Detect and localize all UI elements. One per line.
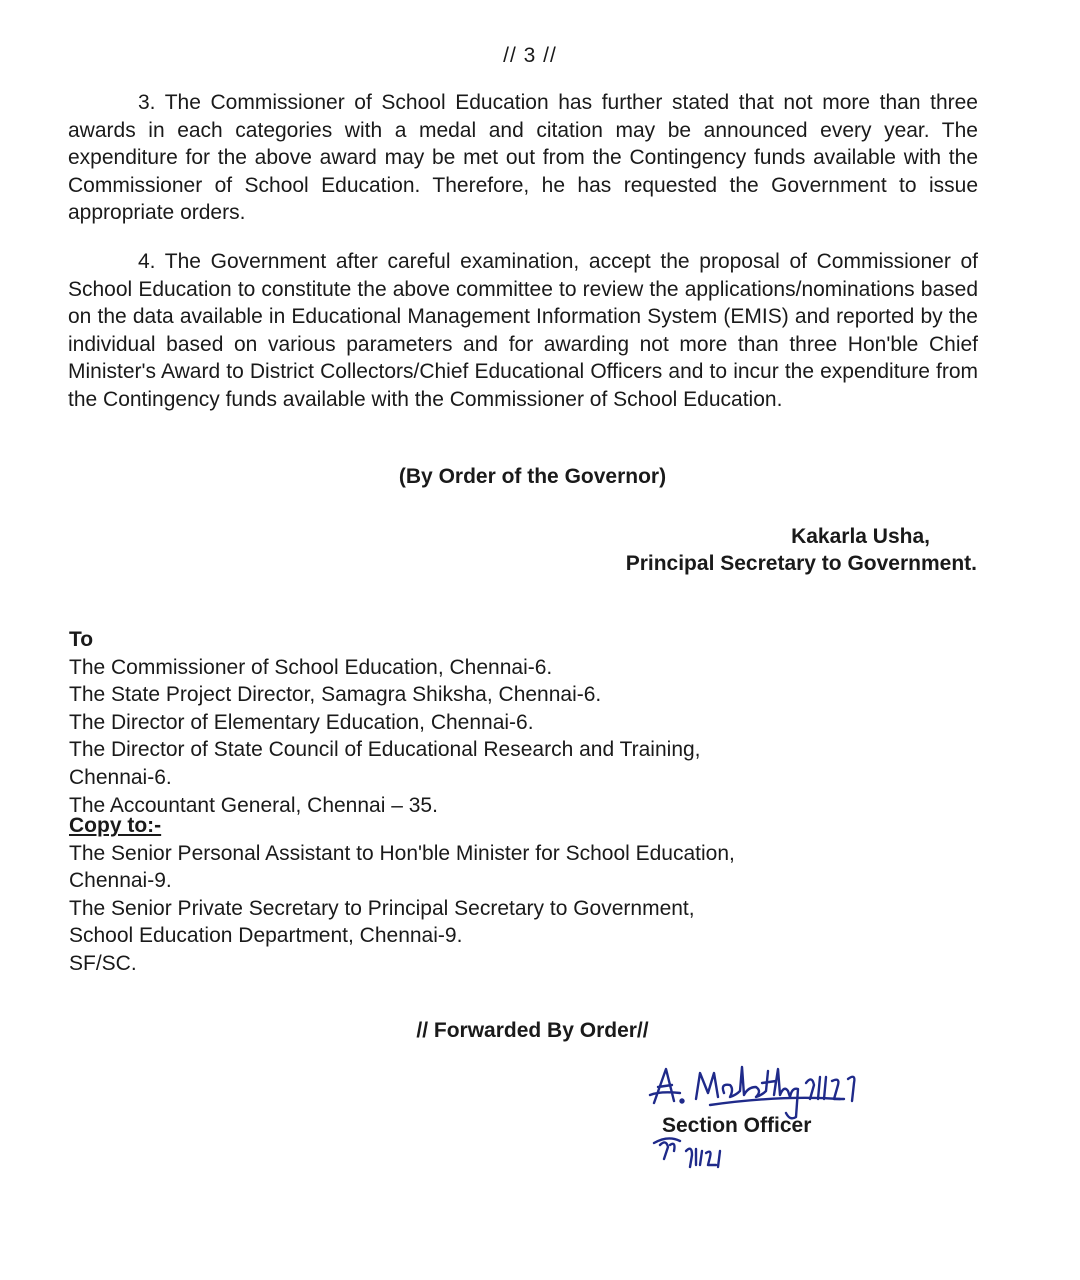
to-line: The Commissioner of School Education, Chennai-6. — [69, 655, 553, 679]
copy-to-block — [69, 812, 735, 978]
page-number: // 3 // — [503, 44, 557, 67]
copy-to-heading: Copy to:- — [69, 814, 162, 837]
to-line: The State Project Director, Samagra Shiksha, Chennai-6. — [69, 683, 602, 707]
forwarded-by-order: // Forwarded By Order// — [416, 1019, 649, 1042]
copy-to-line: The Senior Private Secretary to Principal Secretary to Government, — [69, 896, 695, 920]
copy-to-line: The Senior Personal Assistant to Hon'ble Minister for School Education, — [69, 841, 735, 865]
section-officer-title: Section Officer — [662, 1114, 812, 1137]
to-heading: To — [69, 628, 94, 651]
to-line: The Director of Elementary Education, Chennai-6. — [69, 710, 534, 734]
to-line: Chennai-6. — [69, 765, 172, 789]
by-order-line: (By Order of the Governor) — [398, 465, 667, 488]
copy-to-line: School Education Department, Chennai-9. — [69, 924, 463, 948]
signatory-title: Principal Secretary to Government. — [625, 552, 977, 575]
to-line: The Accountant General, Chennai – 35. — [69, 793, 438, 817]
to-block — [69, 626, 701, 819]
signatory-name: Kakarla Usha, — [791, 525, 930, 548]
paragraph-3: 3. The Commissioner of School Education has further stated that not more than three awards in each categories with a medal and citation may be announced every year. The expenditure for the above award may be met out from the Contingency funds available with the Commissioner of School Education. Therefore, he has requested the Government to issue appropriate orders. — [68, 91, 978, 225]
copy-to-line: SF/SC. — [69, 951, 137, 975]
copy-to-line: Chennai-9. — [69, 869, 172, 893]
paragraph-4: 4. The Government after careful examination, accept the proposal of Commissioner of School Education to constitute the above committee to review the applications/nominations based on the data available in Educational Management Information System (EMIS) and reported by the individual based on various parameters and for awarding not more than three Hon'ble Chief Minister's Award to District Collectors/Chief Educational Officers and to incur the expenditure from the Contingency funds available with the Commissioner of School Education. — [68, 250, 978, 411]
to-line: The Director of State Council of Educational Research and Training, — [69, 738, 701, 762]
